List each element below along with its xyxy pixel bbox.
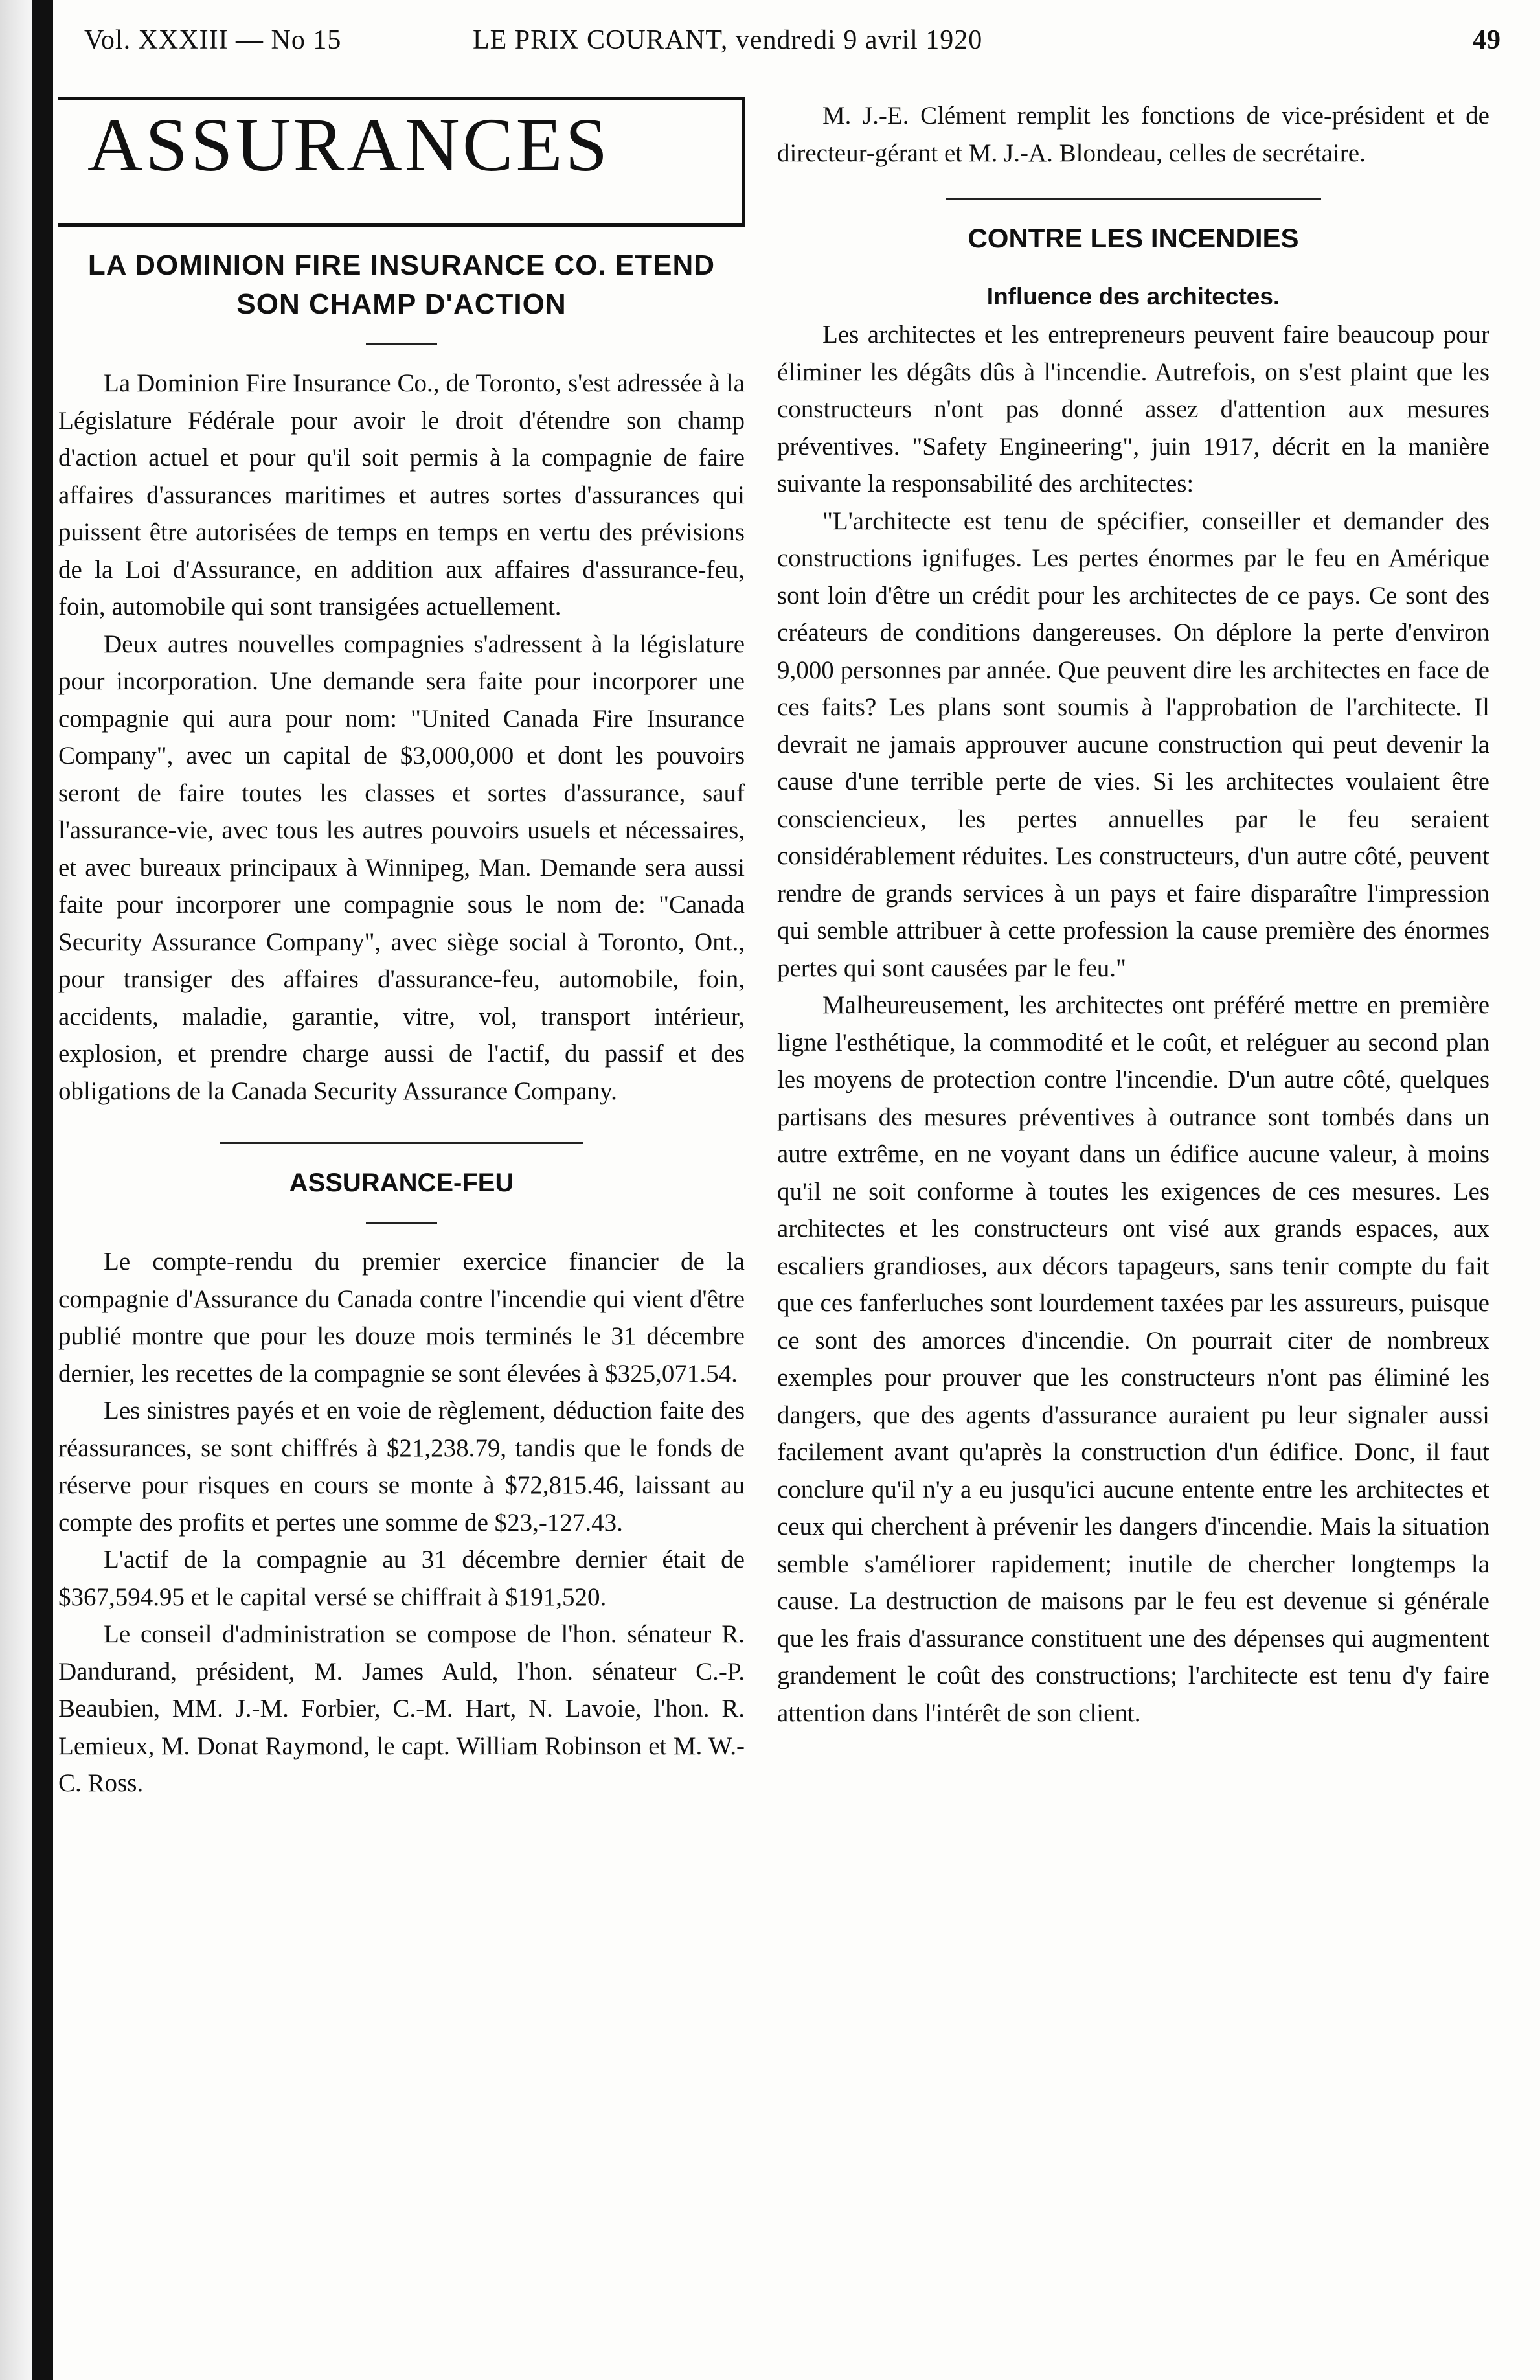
paragraph: "L'architecte est tenu de spécifier, conseiller et demander des constructions ignifuges. Les pertes énormes par le feu en Amérique sont loin d'être un crédit pour les architectes de ce pays. Ce sont des créateurs de conditions dangereuses. On déplore la perte d'environ 9,000 personnes par année. Que peuvent dire les architectes en face de ces faits? Les plans sont soumis à l'approbation de l'architecte. Il devrait ne jamais approuver aucune construction qui peut devenir la cause d'une terrible perte de vies. Si les architectes voulaient être consciencieux, les pertes annuelles par le feu seraient considérablement réduites. Les constructeurs, d'un autre côté, peuvent rendre de grands services à un pays et faire disparaître l'impression qui semble attribuer à cette profession la cause première des énormes pertes qui sont causées par le feu." [777,507,1489,982]
article-assurance-feu [58,1163,745,1802]
page-number: 49 [1473,25,1501,55]
paragraph: Les sinistres payés et en voie de règlement, déduction faite des réassurances, se sont chiffrés à $21,238.79, tandis que le fonds de réserve pour risques en cours se monte à $72,815.46, laissant au compte des profits et pertes une somme de $23,-127.43. [58,1397,745,1537]
divider [946,198,1321,200]
divider [366,343,437,345]
divider [220,1142,583,1144]
paragraph: L'actif de la compagnie au 31 décembre dernier était de $367,594.95 et le capital versé se chiffrait à $191,520. [58,1546,745,1611]
article-subheading: Influence des architectes. [986,283,1280,310]
paragraph: Le compte-rendu du premier exercice financier de la compagnie d'Assurance du Canada contre l'incendie qui vient d'être publié montre que pour les douze mois terminés le 31 décembre dernier, les recettes de la compagnie se sont élevées à $325,071.54. [58,1248,745,1388]
paragraph: Les architectes et les entrepreneurs peuvent faire beaucoup pour éliminer les dégâts dûs à l'incendie. Autrefois, on s'est plaint que les constructeurs n'ont pas donné assez d'attention aux mesures préventives. "Safety Engineering", juin 1917, décrit en la manière suivante la responsabilité des architectes: [777,321,1489,498]
article-heading: ASSURANCE-FEU [289,1169,514,1197]
article-dominion [58,246,745,1110]
volume-number: Vol. XXXIII — No 15 [84,25,342,55]
paragraph: La Dominion Fire Insurance Co., de Toronto, s'est adressée à la Législature Fédérale pour avoir le droit d'étendre son champ d'action actuel et pour qu'il soit permis à la compagnie de faire affaires d'assurances maritimes et autres sortes d'assurances qui puissent être autorisées de temps en temps en vertu des prévisions de la Loi d'Assurance, en addition aux affaires d'assurance-feu, foin, automobile qui sont transigées actuellement. [58,369,745,621]
section-title: ASSURANCES [87,102,611,187]
article-contre-incendies [777,219,1489,1732]
paragraph: Deux autres nouvelles compagnies s'adressent à la législature pour incorporation. Une demande sera faite pour incorporer une compagnie qui aura pour nom: "United Canada Fire Insurance Company", avec un capital de $3,000,000 et dont les pouvoirs seront de faire toutes les classes et sortes d'assurance, sauf l'assurance-vie, avec tous les autres pouvoirs usuels et nécessaires, et avec bureaux principaux à Winnipeg, Man. Demande sera aussi faite pour incorporer une compagnie sous le nom de: "Canada Security Assurance Company", avec siège social à Toronto, Ont., pour transiger des affaires d'assurance-feu, automobile, foin, accidents, maladie, garantie, vitre, vol, transport intérieur, explosion, et prendre charge aussi de l'actif, du passif et des obligations de la Canada Security Assurance Company. [58,630,745,1105]
publication-title: LE PRIX COURANT, vendredi 9 avril 1920 [473,25,983,55]
paragraph: M. J.-E. Clément remplit les fonctions de vice-président et de directeur-gérant et M. J.-A. Blondeau, celles de secrétaire. [777,102,1489,167]
paragraph: Malheureusement, les architectes ont préféré mettre en première ligne l'esthétique, la commodité et le coût, et reléguer au second plan les moyens de protection contre l'incendie. D'un autre côté, quelques partisans des mesures préventives à outrance sont tombés dans un autre extrême, en ne voyant dans un édifice aucune valeur, à moins qu'il ne soit conforme à toutes les exigences de ces mesures. Les architectes et les constructeurs ont visé aux grands espaces, aux escaliers grandioses, aux décors tapageurs, sans tenir compte du fait que ces fanferluches sont lourdement taxées par les assureurs, puisque ce sont des amorces d'incendie. On pourrait citer de nombreux exemples pour prouver que les constructeurs n'ont pas éliminé les dangers, que des agents d'assurance auraient pu leur signaler aussi facilement avant qu'après la construction d'un édifice. Donc, il faut conclure qu'il n'y a eu jusqu'ici aucune entente entre les architectes et ceux qui cherchent à prévenir les dangers d'incendie. Mais la situation semble s'améliorer rapidement; inutile de chercher longtemps la cause. La destruction de maisons par le feu est devenue si générale que les frais d'assurance constituent une des dépenses qui augmentent grandement le coût des constructions; l'architecte est tenu d'y faire attention dans l'intérêt de son client. [777,991,1489,1727]
divider [366,1222,437,1224]
right-column [777,97,1489,1732]
running-header [84,19,1501,65]
left-column [58,97,745,1802]
section-masthead [58,97,745,227]
article-heading: CONTRE LES INCENDIES [968,223,1299,253]
binding-edge [32,0,53,2380]
paragraph: Le conseil d'administration se compose de l'hon. sénateur R. Dandurand, président, M. James Auld, l'hon. sénateur C.-P. Beaubien, MM. J.-M. Forbier, C.-M. Hart, N. Lavoie, l'hon. R. Lemieux, M. Donat Raymond, le capt. William Robinson et M. W.-C. Ross. [58,1620,745,1797]
article-heading: LA DOMINION FIRE INSURANCE CO. ETEND SON CHAMP D'ACTION [87,249,716,320]
